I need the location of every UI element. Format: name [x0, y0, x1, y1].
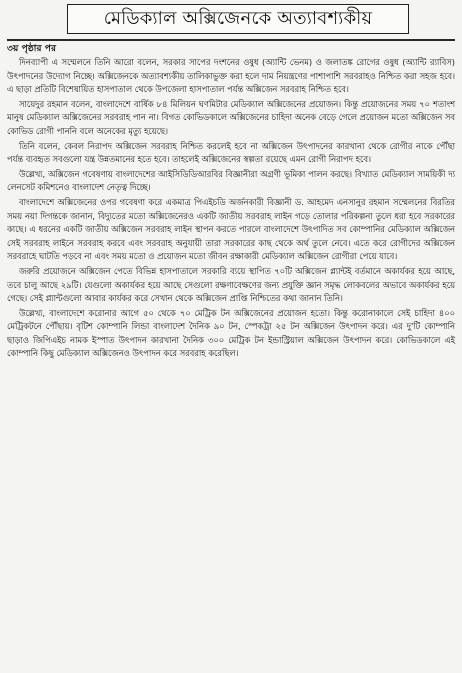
- paragraph: উল্লেখ্য, অক্সিজেন গবেষণায় বাংলাদেশের আইসিডিডিআরবির বিজ্ঞানীরা অগ্রণী ভূমিকা পালন করছে। বিখ্যাত মেডিক্যাল সাময়িকী দ্য লেনসেট কমিশনেও বাংলাদেশ নেতৃত্ব দিচ্ছে।: [7, 168, 455, 193]
- paragraph: দিনব্যাপী এ সম্মেলনে তিনি আরো বলেন, সরকার সাপের দংশনের ওষুধ (অ্যান্টি ভেনম) ও জলাতঙ্ক রোগের ওষুধ (অ্যান্টি র‍্যাবিস) উৎপাদনের উদ্যোগ নিচ্ছে। অক্সিজেনকে অত্যাবশ্যকীয় তালিকাভুক্ত করা হলে দাম নিয়ন্ত্রণের পাশাপাশি সরবরাহও নিশ্চিত করা সহজ হবে। এ ছাড়া প্রতিটি বিশেষায়িত হাসপাতাল থেকে উপজেলা হাসপাতাল পর্যন্ত অক্সিজেন সরবরাহ নিশ্চিত হবে।: [7, 57, 455, 95]
- article-body: [7, 56, 455, 361]
- headline-box: [67, 4, 409, 34]
- paragraph: তিনি বলেন, কেবল নিরাপদ অক্সিজেন সরবরাহ নিশ্চিত করলেই হবে না অক্সিজেন উৎপাদনের কারখানা থেকে রোগীর নাকে পৌঁছা পর্যন্ত ব্যবহৃত সবগুলো যন্ত্র উন্নতমানের হতে হবে। তাহলেই অক্সিজেনের স্বল্পতা রয়েছে এমন রোগী নিরাপদ হবে।: [7, 140, 455, 165]
- headline: মেডিক্যাল অক্সিজেনকে অত্যাবশ্যকীয়: [103, 8, 373, 29]
- paragraph: সায়েদুর রহমান বলেন, বাংলাদেশে বার্ষিক ৮৪ মিলিয়ন ঘণমিটার মেডিক্যাল অক্সিজেনের প্রয়োজন। কিন্তু প্রয়োজনের সময় ৭০ শতাংশ মানুষ মেডিক্যাল অক্সিজেনের সরবরাহ পান না। বিগত কোভিডকালে অক্সিজেনের চাহিদা অনেক বেড়ে গেলে প্রয়োজন মতো অক্সিজেন সব কোভিড রোগী পাননি বলে অনেকের মৃত্যু হয়েছে।: [7, 98, 455, 136]
- paragraph: বাংলাদেশে অক্সিজেনের ওপর গবেষণা করে একমাত্র পিএইচডি অর্জনকারী বিজ্ঞানী ড. আহমেদ এনসানুর রহমান সম্মেলনের বিরতির সময় নয়া দিগন্তকে জানান, বিদ্যুতের মতো অক্সিজেনেরও একটি জাতীয় সরবরাহ লাইন গড়ে তোলার পরিকল্পনা তুলে ধরা হবে সরকারের কাছে। এ ধরনের একটি জাতীয় অক্সিজেন সরবরাহ লাইন স্থাপন করতে পারলে বাংলাদেশে উৎপাদিত সব কোম্পানির মেডিক্যাল অক্সিজেন সেই সরবরাহ লাইনে সরবরাহ করবে এবং সরবরাহ অনুযায়ী তারা সরকারের কাছ থেকে অর্থ তুলে নেবে। এতে করে রোগীদের অক্সিজেন সরবরাহে ঘাটতি পড়বে না এবং সময় মতো ও প্রয়োজন মতো জীবন রক্ষাকারী মেডিক্যাল অক্সিজেন রোগীরা পেয়ে যাবে।: [7, 196, 455, 262]
- divider-rule: [7, 39, 455, 41]
- continued-from-label: ৩য় পৃষ্ঠার পর: [7, 43, 57, 54]
- paragraph: উল্লেখ্য, বাংলাদেশে করোনার আগে ৫০ থেকে ৭০ মেট্রিক টন অক্সিজেনের প্রয়োজন হতো। কিন্তু করোনাকালে সেই চাহিদা ৪০০ মেট্রিকটনে পৌঁছায়। বৃটিশ কোম্পানি লিন্ডা বাংলাদেশ দৈনিক ৯০ টন, স্পেকট্রা ২৫ টন অক্সিজেন উৎপাদন করে। এর দু'টি কোম্পানি ছাড়াও জিপিএইচ নামক ইস্পাত উৎপাদন কারখানা দৈনিক ৩০০ মেট্রিক টন ইন্ডাস্ট্রিয়াল অক্সিজেন উৎপাদন করে। কোভিডকালে এই কোম্পানি কিছু মেডিক্যাল অক্সিজেনও উৎপাদন করে সরবরাহ করেছিল।: [7, 307, 455, 359]
- paragraph: জরুরি প্রয়োজনে অক্সিজেন পেতে বিভিন্ন হাসপাতালে সরকারি ব্যয়ে স্থাপিত ৭০টি অক্সিজেন প্ল্যান্টই বর্তমানে অকার্যকর হয়ে আছে, তবে চালু আছে ২৯টি। যেগুলো অকার্যকর হয়ে আছে সেগুলো রক্ষণাবেক্ষণের জন্য প্রযুক্তি জ্ঞান সমৃদ্ধ লোকবলের অভাবে অকার্যকর হয়ে গেছে। সেই প্ল্যান্টগুলো আবার কার্যকর করে সেখান থেকে অক্সিজেন প্রাপ্তি নিশ্চিতের কথা জানান তিনি।: [7, 265, 455, 304]
